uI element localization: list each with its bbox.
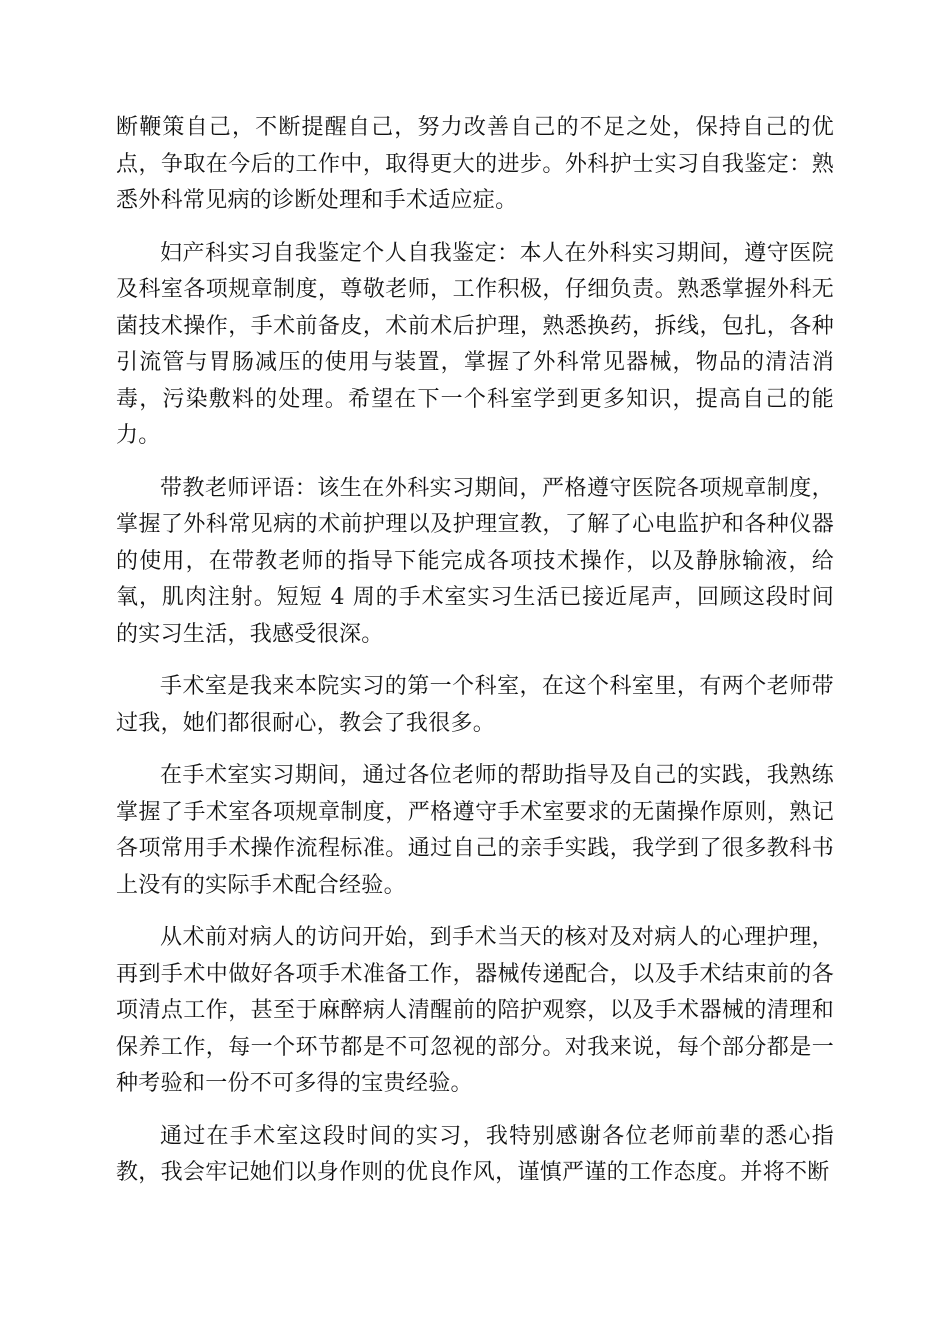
paragraph-self-assessment: 妇产科实习自我鉴定个人自我鉴定：本人在外科实习期间，遵守医院及科室各项规章制度，尊敬老师，工作积极，仔细负责。熟悉掌握外科无菌技术操作，手术前备皮，术前术后护理，熟悉换药，拆线，包扎，各种引流管与胃肠减压的使用与装置，掌握了外科常见器械，物品的清洁消毒，污染敷料的处理。希望在下一个科室学到更多知识，提高自己的能力。 [116,240,834,448]
paragraph-operating-room-intro: 手术室是我来本院实习的第一个科室，在这个科室里，有两个老师带过我，她们都很耐心，教会了我很多。 [116,674,834,736]
paragraph-teacher-comment: 带教老师评语：该生在外科实习期间，严格遵守医院各项规章制度，掌握了外科常见病的术前护理以及护理宣教，了解了心电监护和各种仪器的使用，在带教老师的指导下能完成各项技术操作，以及静脉输液，给氧，肌肉注射。短短 4 周的手术室实习生活已接近尾声，回顾这段时间的实习生活，我感受很深。 [116,475,834,647]
paragraph-surgery-process: 从术前对病人的访问开始，到手术当天的核对及对病人的心理护理，再到手术中做好各项手术准备工作，器械传递配合，以及手术结束前的各项清点工作，甚至于麻醉病人清醒前的陪护观察，以及手术器械的清理和保养工作，每一个环节都是不可忽视的部分。对我来说，每个部分都是一种考验和一份不可多得的宝贵经验。 [116,925,834,1096]
paragraph-gratitude: 通过在手术室这段时间的实习，我特别感谢各位老师前辈的悉心指教，我会牢记她们以身作则的优良作风，谨慎严谨的工作态度。并将不断 [116,1123,834,1185]
paragraph-operating-room-practice: 在手术室实习期间，通过各位老师的帮助指导及自己的实践，我熟练掌握了手术室各项规章制度，严格遵守手术室要求的无菌操作原则，熟记各项常用手术操作流程标准。通过自己的亲手实践，我学到了很多教科书上没有的实际手术配合经验。 [116,763,834,898]
document-page [116,110,834,1208]
paragraph-continuation: 断鞭策自己，不断提醒自己，努力改善自己的不足之处，保持自己的优点，争取在今后的工作中，取得更大的进步。外科护士实习自我鉴定：熟悉外科常见病的诊断处理和手术适应症。 [116,115,834,213]
